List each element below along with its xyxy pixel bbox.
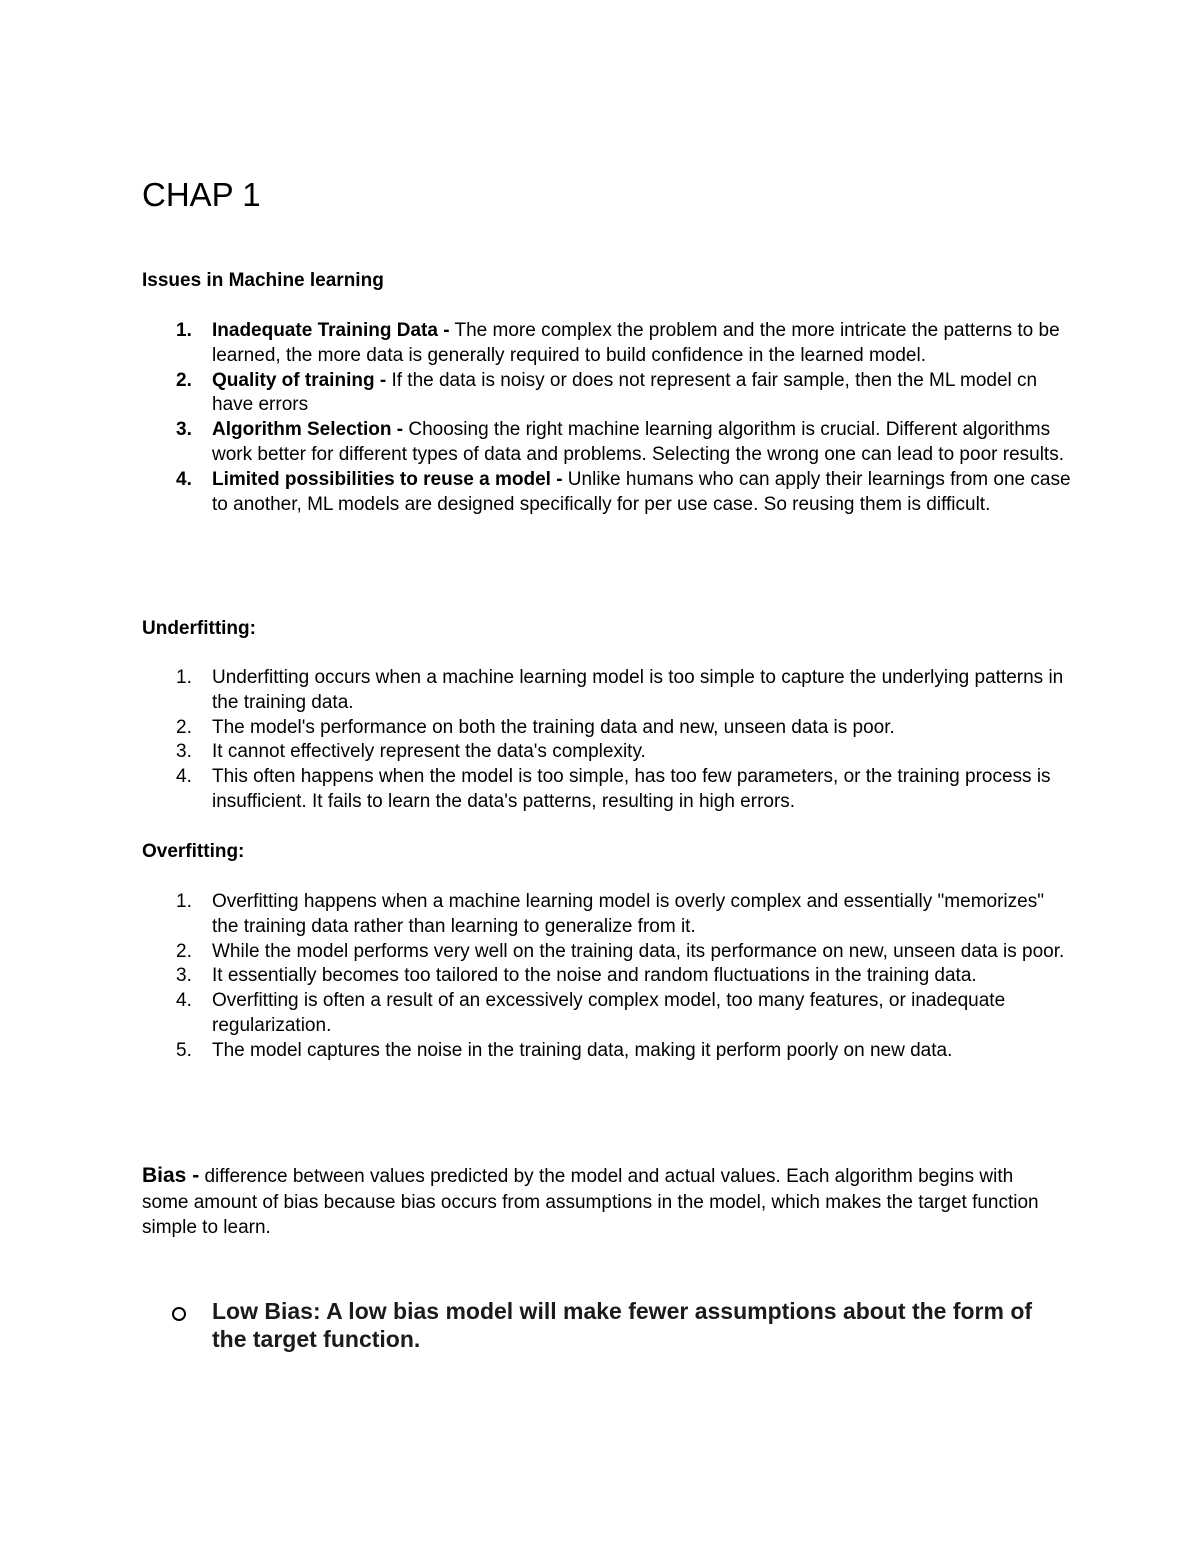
list-item	[142, 964, 1072, 989]
item-term: Inadequate Training Data -	[212, 320, 450, 341]
overfitting-list	[142, 890, 1072, 1064]
item-term: Quality of training -	[212, 369, 387, 391]
list-item	[142, 666, 1072, 716]
item-text: Unlike humans who can apply their learnings from one case to another, ML models are designed specifically for per use case. So reusing them is difficult.	[212, 468, 1071, 515]
item-text: If the data is noisy or does not represent a fair sample, then the ML model cn have errors	[212, 369, 1038, 416]
list-number: 5.	[176, 1039, 192, 1061]
list-number: 3.	[176, 965, 192, 987]
item-text: This often happens when the model is too simple, has too few parameters, or the training process is insufficient. It fails to learn the data's patterns, resulting in high errors.	[212, 766, 1051, 812]
list-number: 2.	[176, 940, 192, 962]
hollow-circle-bullet-icon	[172, 1307, 186, 1321]
list-item	[142, 989, 1072, 1039]
list-item	[142, 740, 1072, 765]
page-title: CHAP 1	[142, 176, 261, 213]
item-text: Underfitting occurs when a machine learning model is too simple to capture the underlying patterns in the training data.	[212, 667, 1064, 713]
issues-list	[142, 319, 1072, 517]
bias-text: difference between values predicted by the model and actual values. Each algorithm begins with some amount of bias because bias occurs from assumptions in the model, which makes the target function simple to learn.	[142, 1166, 1039, 1238]
item-term: Algorithm Selection -	[212, 419, 404, 441]
item-text: The more complex the problem and the more intricate the patterns to be learned, the more data is generally required to build confidence in the learned model.	[212, 320, 1060, 366]
list-item	[142, 369, 1072, 419]
bias-term: Bias -	[142, 1164, 200, 1187]
item-term: Limited possibilities to reuse a model -	[212, 468, 563, 490]
item-text: The model's performance on both the training data and new, unseen data is poor.	[212, 716, 895, 738]
overfitting-heading: Overfitting:	[142, 841, 245, 862]
list-item	[142, 1039, 1072, 1064]
item-text: While the model performs very well on the training data, its performance on new, unseen data is poor.	[212, 940, 1065, 962]
low-bias-item	[142, 1297, 1062, 1353]
list-number: 4.	[176, 990, 192, 1012]
low-bias-term: Low Bias:	[212, 1298, 321, 1324]
item-text: The model captures the noise in the training data, making it perform poorly on new data.	[212, 1039, 953, 1061]
item-text: Overfitting happens when a machine learning model is overly complex and essentially "memorizes" the training data rather than learning to generalize from it.	[212, 891, 1044, 937]
list-number: 2.	[176, 369, 192, 391]
item-text: It cannot effectively represent the data's complexity.	[212, 741, 646, 763]
list-number: 2.	[176, 716, 192, 738]
item-text: It essentially becomes too tailored to the noise and random fluctuations in the training data.	[212, 965, 977, 987]
list-item	[142, 716, 1072, 741]
item-text: Overfitting is often a result of an excessively complex model, too many features, or inadequate regularization.	[212, 990, 1006, 1036]
list-number: 1.	[176, 320, 192, 341]
list-item	[142, 468, 1072, 518]
list-item	[142, 890, 1072, 940]
underfitting-heading: Underfitting:	[142, 618, 256, 639]
list-item	[142, 765, 1072, 815]
item-text: Choosing the right machine learning algorithm is crucial. Different algorithms work better for different types of data and problems. Selecting the wrong one can lead to poor results.	[212, 419, 1064, 465]
list-number: 4.	[176, 468, 192, 490]
list-item	[142, 940, 1072, 965]
bias-paragraph	[142, 1163, 1052, 1241]
list-number: 3.	[176, 741, 192, 763]
list-item	[142, 319, 1072, 369]
list-number: 3.	[176, 419, 192, 441]
issues-heading: Issues in Machine learning	[142, 270, 384, 291]
low-bias-text: A low bias model will make fewer assumptions about the form of the target function.	[212, 1298, 1033, 1352]
list-item	[142, 418, 1072, 468]
list-number: 1.	[176, 667, 192, 688]
underfitting-list	[142, 666, 1072, 815]
list-number: 4.	[176, 766, 192, 788]
list-number: 1.	[176, 891, 192, 912]
